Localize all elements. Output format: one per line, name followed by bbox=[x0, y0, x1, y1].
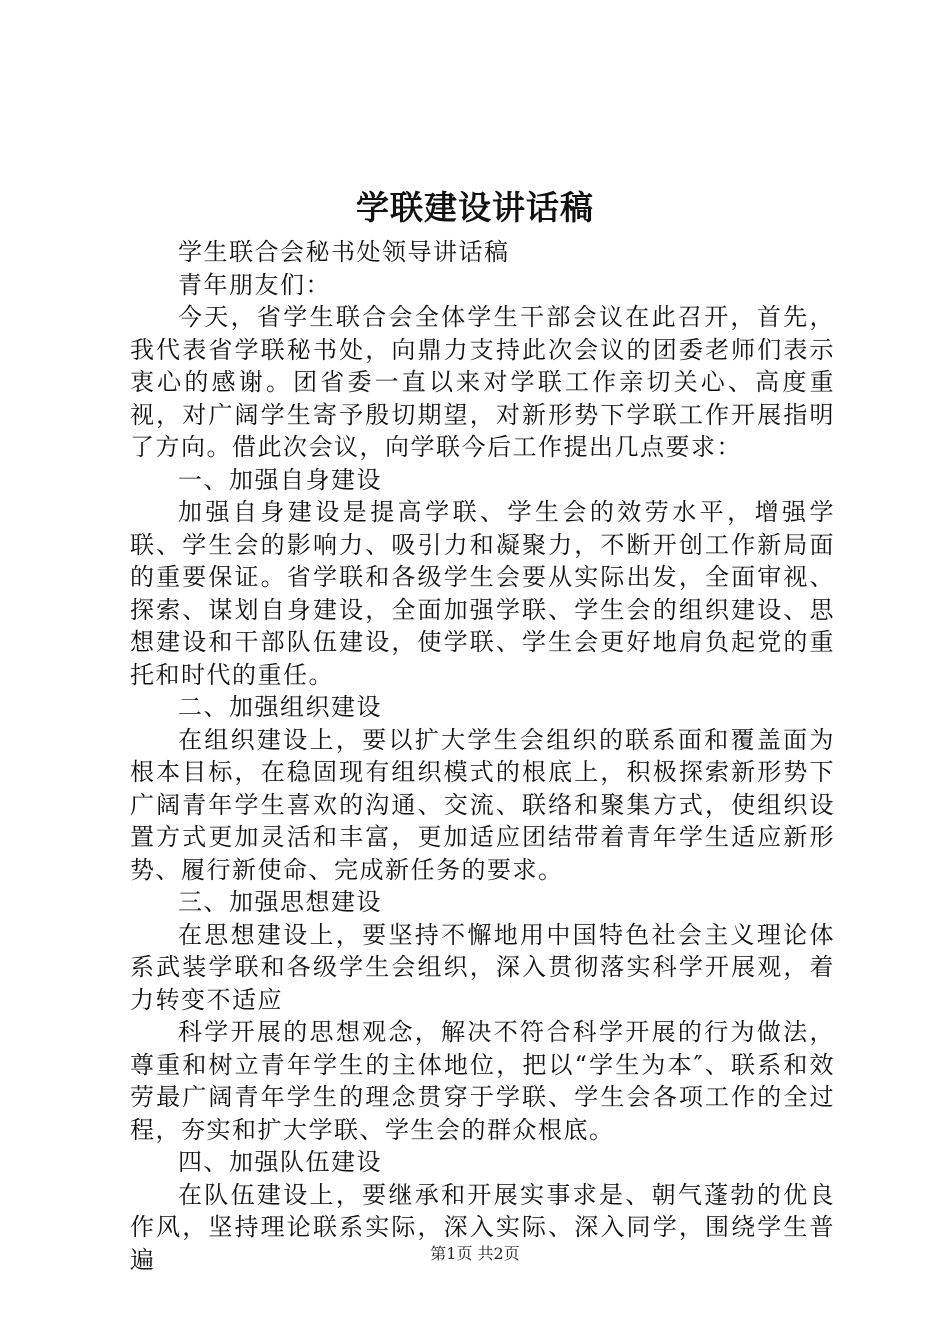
paragraph-intro: 今天，省学生联合会全体学生干部会议在此召开，首先，我代表省学联秘书处，向鼎力支持此次会议的团委老师们表示衷心的感谢。团省委一直以来对学联工作亲切关心、高度重视，对广阔学生寄予殷切期望，对新形势下学联工作开展指明了方向。借此次会议，向学联今后工作提出几点要求： bbox=[130, 303, 835, 461]
paragraph-section-4: 在队伍建设上，要继承和开展实事求是、朝气蓬勃的优良作风，坚持理论联系实际，深入实际、深入同学，围绕学生普遍 bbox=[130, 1180, 835, 1274]
paragraph-subtitle: 学生联合会秘书处领导讲话稿 bbox=[178, 238, 510, 266]
section-heading-3: 三、加强思想建设 bbox=[178, 888, 382, 916]
section-heading-1: 一、加强自身建设 bbox=[178, 465, 382, 494]
page-title: 学联建设讲话稿 bbox=[356, 188, 594, 227]
paragraph-section-1: 加强自身建设是提高学联、学生会的效劳水平，增强学联、学生会的影响力、吸引力和凝聚力，不断开创工作新局面的重要保证。省学联和各级学生会要从实际出发，全面审视、探索、谋划自身建设，全面加强学联、学生会的组织建设、思想建设和干部队伍建设，使学联、学生会更好地肩负起党的重托和时代的重任。 bbox=[130, 498, 835, 689]
section-heading-2: 二、加强组织建设 bbox=[178, 693, 382, 721]
paragraph-section-3b: 科学开展的思想观念，解决不符合科学开展的行为做法，尊重和树立青年学生的主体地位，把以“学生为本″、联系和效劳最广阔青年学生的理念贯穿于学联、学生会各项工作的全过程，夯实和扩大学联、学生会的群众根底。 bbox=[130, 1018, 835, 1144]
paragraph-section-3a: 在思想建设上，要坚持不懈地用中国特色社会主义理论体系武装学联和各级学生会组织，深入贯彻落实科学开展观，着力转变不适应 bbox=[130, 920, 835, 1014]
page-number-footer: 第1页 共2页 bbox=[430, 1244, 520, 1263]
paragraph-section-2: 在组织建设上，要以扩大学生会组织的联系面和覆盖面为根本目标，在稳固现有组织模式的根底上，积极探索新形势下广阔青年学生喜欢的沟通、交流、联络和聚集方式，使组织设置方式更加灵活和丰富，更加适应团结带着青年学生适应新形势、履行新使命、完成新任务的要求。 bbox=[130, 725, 835, 884]
paragraph-greeting: 青年朋友们： bbox=[178, 270, 331, 299]
document-body bbox=[130, 236, 835, 1276]
section-heading-4: 四、加强队伍建设 bbox=[178, 1148, 382, 1176]
